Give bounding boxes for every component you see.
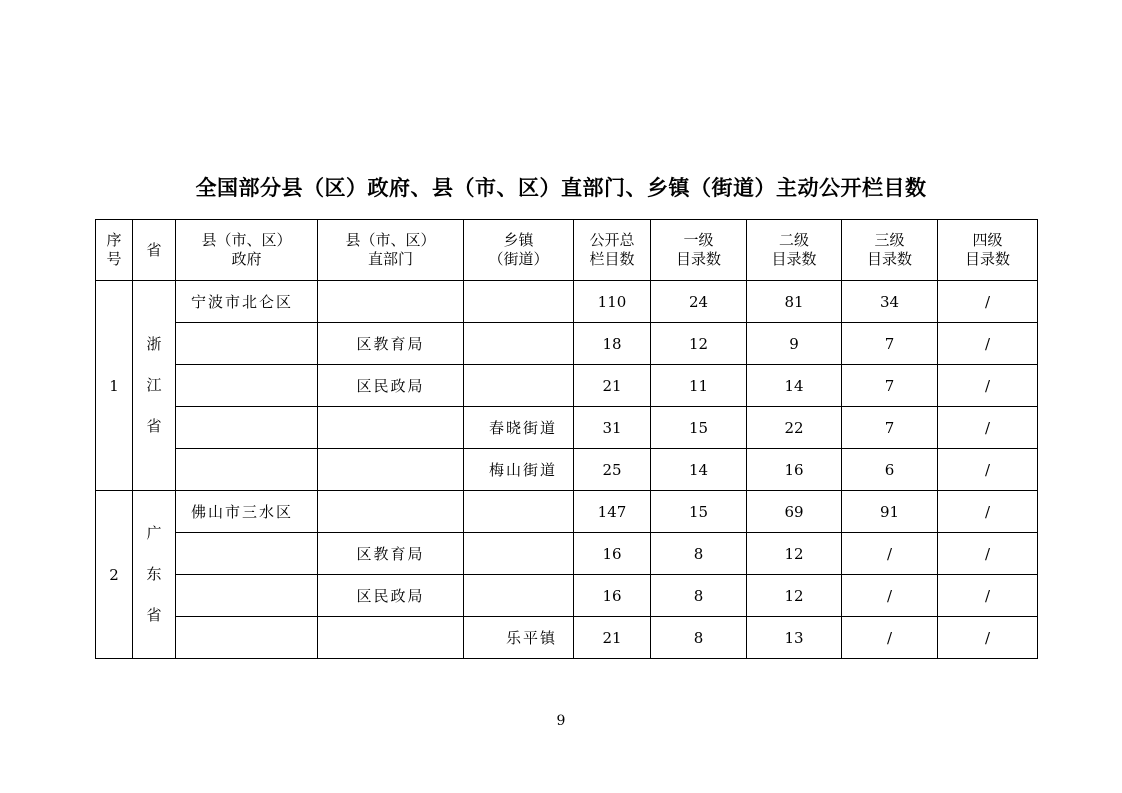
table-row xyxy=(96,491,1038,533)
table-row xyxy=(96,617,1038,659)
county-gov-cell xyxy=(176,407,318,449)
level2-cell: 81 xyxy=(747,281,842,323)
county-gov-cell: 佛山市三水区 xyxy=(176,491,318,533)
header-level4: 四级 目录数 xyxy=(938,220,1038,281)
table-row xyxy=(96,449,1038,491)
level1-cell: 15 xyxy=(651,491,747,533)
header-county-dept: 县（市、区） 直部门 xyxy=(318,220,464,281)
level1-cell: 11 xyxy=(651,365,747,407)
level4-cell: / xyxy=(938,407,1038,449)
province-cell: 广 东 省 xyxy=(133,491,176,659)
county-dept-cell xyxy=(318,281,464,323)
county-gov-cell xyxy=(176,575,318,617)
level4-cell: / xyxy=(938,365,1038,407)
level3-cell: / xyxy=(842,617,938,659)
level3-cell: 34 xyxy=(842,281,938,323)
level4-cell: / xyxy=(938,323,1038,365)
county-gov-cell xyxy=(176,533,318,575)
seq-cell: 2 xyxy=(96,491,133,659)
level3-cell: 6 xyxy=(842,449,938,491)
table-title: 全国部分县（区）政府、县（市、区）直部门、乡镇（街道）主动公开栏目数 xyxy=(195,176,927,200)
header-county-gov: 县（市、区） 政府 xyxy=(176,220,318,281)
township-cell xyxy=(464,533,574,575)
township-cell: 梅山街道 xyxy=(464,449,574,491)
level1-cell: 8 xyxy=(651,617,747,659)
table-row xyxy=(96,323,1038,365)
county-dept-cell: 区教育局 xyxy=(318,533,464,575)
header-seq: 序 号 xyxy=(96,220,133,281)
province-cell: 浙 江 省 xyxy=(133,281,176,491)
total-cell: 147 xyxy=(574,491,651,533)
level4-cell: / xyxy=(938,491,1038,533)
level2-cell: 9 xyxy=(747,323,842,365)
level3-cell: 91 xyxy=(842,491,938,533)
total-cell: 25 xyxy=(574,449,651,491)
level1-cell: 15 xyxy=(651,407,747,449)
total-cell: 21 xyxy=(574,617,651,659)
page-number: 9 xyxy=(556,713,566,729)
table-row xyxy=(96,281,1038,323)
township-cell: 春晓街道 xyxy=(464,407,574,449)
header-level2: 二级 目录数 xyxy=(747,220,842,281)
county-dept-cell xyxy=(318,491,464,533)
level1-cell: 14 xyxy=(651,449,747,491)
table-row xyxy=(96,533,1038,575)
county-dept-cell: 区民政局 xyxy=(318,575,464,617)
total-cell: 16 xyxy=(574,575,651,617)
header-level3: 三级 目录数 xyxy=(842,220,938,281)
total-cell: 21 xyxy=(574,365,651,407)
county-dept-cell: 区教育局 xyxy=(318,323,464,365)
level4-cell: / xyxy=(938,449,1038,491)
level1-cell: 12 xyxy=(651,323,747,365)
level2-cell: 14 xyxy=(747,365,842,407)
total-cell: 110 xyxy=(574,281,651,323)
county-dept-cell xyxy=(318,449,464,491)
level4-cell: / xyxy=(938,575,1038,617)
data-table xyxy=(95,219,1038,659)
township-cell xyxy=(464,323,574,365)
header-level1: 一级 目录数 xyxy=(651,220,747,281)
level3-cell: / xyxy=(842,575,938,617)
table-row xyxy=(96,365,1038,407)
county-gov-cell xyxy=(176,617,318,659)
county-gov-cell xyxy=(176,323,318,365)
table-row xyxy=(96,575,1038,617)
level3-cell: 7 xyxy=(842,365,938,407)
level2-cell: 22 xyxy=(747,407,842,449)
county-dept-cell xyxy=(318,407,464,449)
level4-cell: / xyxy=(938,281,1038,323)
level1-cell: 24 xyxy=(651,281,747,323)
total-cell: 16 xyxy=(574,533,651,575)
table-row xyxy=(96,407,1038,449)
county-gov-cell xyxy=(176,365,318,407)
header-row xyxy=(96,220,1038,281)
level3-cell: / xyxy=(842,533,938,575)
level2-cell: 12 xyxy=(747,533,842,575)
level4-cell: / xyxy=(938,617,1038,659)
level2-cell: 13 xyxy=(747,617,842,659)
county-gov-cell: 宁波市北仑区 xyxy=(176,281,318,323)
level2-cell: 69 xyxy=(747,491,842,533)
total-cell: 31 xyxy=(574,407,651,449)
township-cell xyxy=(464,491,574,533)
township-cell xyxy=(464,365,574,407)
level2-cell: 12 xyxy=(747,575,842,617)
level2-cell: 16 xyxy=(747,449,842,491)
level4-cell: / xyxy=(938,533,1038,575)
level3-cell: 7 xyxy=(842,323,938,365)
county-dept-cell xyxy=(318,617,464,659)
level1-cell: 8 xyxy=(651,533,747,575)
header-total-columns: 公开总 栏目数 xyxy=(574,220,651,281)
total-cell: 18 xyxy=(574,323,651,365)
township-cell: 乐平镇 xyxy=(464,617,574,659)
seq-cell: 1 xyxy=(96,281,133,491)
county-dept-cell: 区民政局 xyxy=(318,365,464,407)
header-province: 省 xyxy=(133,220,176,281)
county-gov-cell xyxy=(176,449,318,491)
header-township: 乡镇 （街道） xyxy=(464,220,574,281)
level3-cell: 7 xyxy=(842,407,938,449)
level1-cell: 8 xyxy=(651,575,747,617)
township-cell xyxy=(464,281,574,323)
township-cell xyxy=(464,575,574,617)
